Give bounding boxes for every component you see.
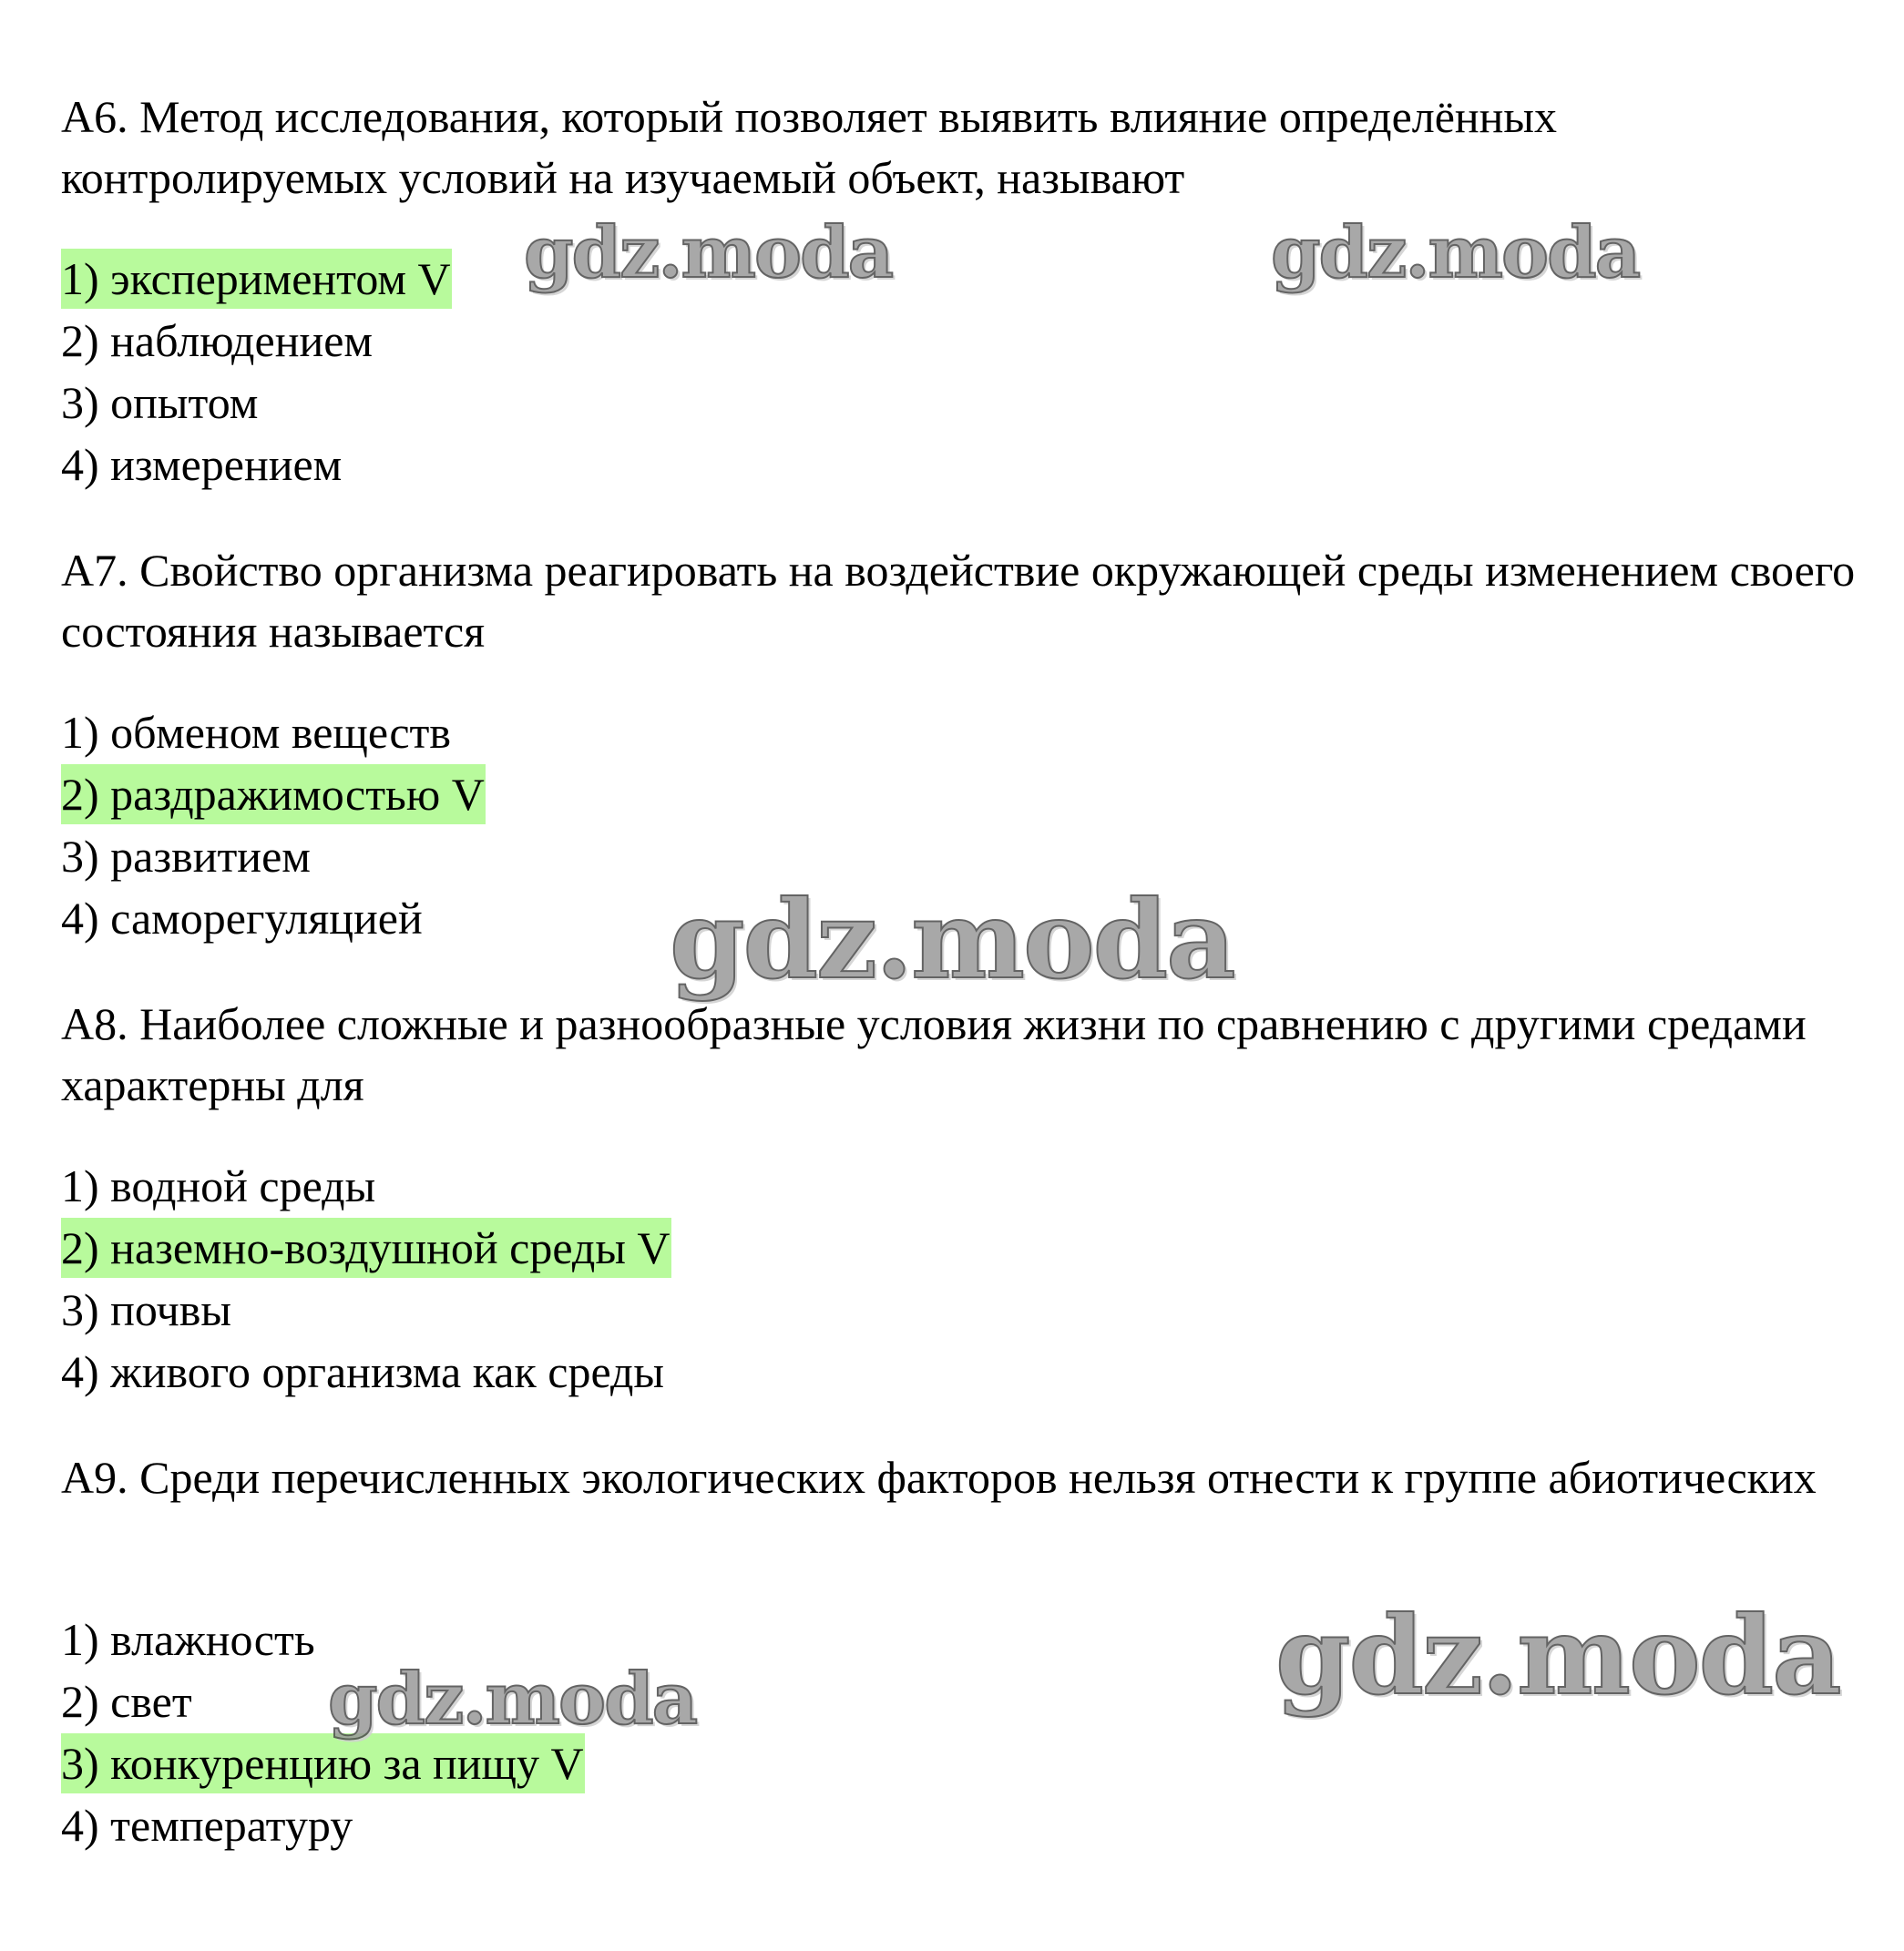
option-a6-3[interactable]: 3) опытом [61,377,259,428]
option-a6-4[interactable]: 4) измерением [61,439,343,490]
watermark-logo: gdz.moda [1271,211,1640,294]
watermark-logo: gdz.moda [670,876,1234,1003]
watermark-logo: gdz.moda [1275,1592,1840,1719]
question-a9-text: А9. Среди перечисленных экологических факторов нельзя отнести к группе абиотических [61,1452,1817,1503]
question-a6-text: А6. Метод исследования, который позволяет выявить влияние определённых контролируемых условий на изучаемый объект, называют [61,91,1558,203]
option-a7-2[interactable]: 2) раздражимостью V [61,763,486,825]
question-a7-text: А7. Свойство организма реагировать на воздействие окружающей среды изменением своего состояния называется [61,545,1856,657]
option-a7-1[interactable]: 1) обменом веществ [61,707,451,758]
question-a8-options [61,1155,671,1403]
option-a8-3[interactable]: 3) почвы [61,1284,231,1335]
watermark-logo: gdz.moda [524,211,893,294]
option-a9-2[interactable]: 2) свет [61,1676,192,1727]
option-a8-2[interactable]: 2) наземно-воздушной среды V [61,1217,671,1279]
option-a6-2[interactable]: 2) наблюдением [61,315,374,366]
option-a9-4[interactable]: 4) температуру [61,1800,353,1851]
option-a7-4[interactable]: 4) саморегуляцией [61,893,423,944]
option-a7-3[interactable]: 3) развитием [61,831,311,882]
option-a6-1[interactable]: 1) экспериментом V [61,248,452,310]
question-a6-options [61,248,452,495]
option-a9-3[interactable]: 3) конкуренцию за пищу V [61,1732,585,1794]
question-a8-text: А8. Наиболее сложные и разнообразные условия жизни по сравнению с другими средами характерны для [61,998,1807,1110]
watermark-logo: gdz.moda [328,1658,697,1741]
question-a7-options [61,701,486,949]
option-a8-4[interactable]: 4) живого организма как среды [61,1346,665,1397]
option-a8-1[interactable]: 1) водной среды [61,1160,376,1211]
option-a9-1[interactable]: 1) влажность [61,1614,315,1665]
